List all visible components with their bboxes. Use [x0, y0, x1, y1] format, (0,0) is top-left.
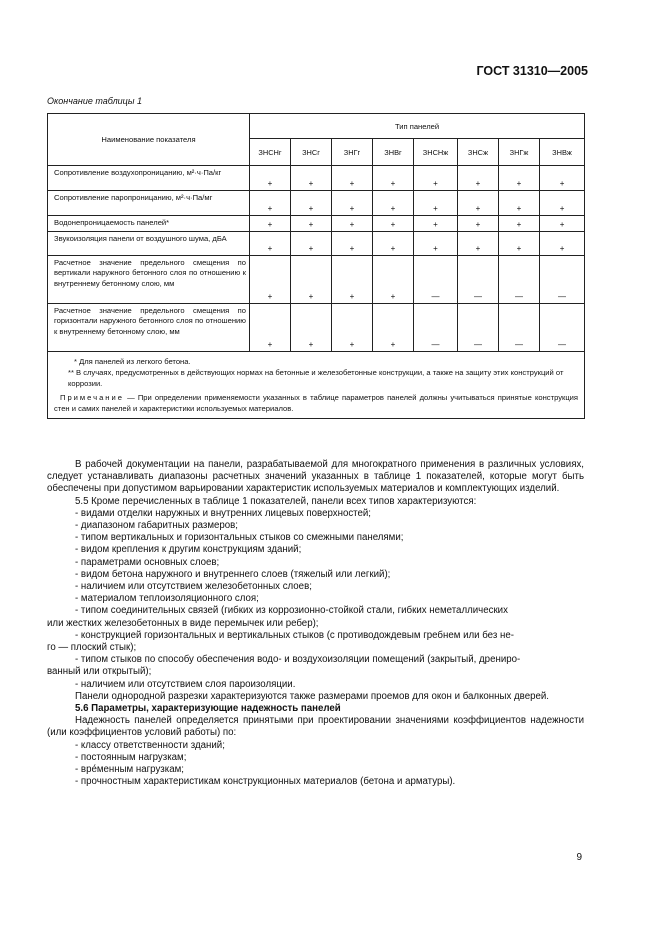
footnote-2: ** В случаях, предусмотренных в действующих нормах на бетонные и железобетонные конструкции, а также на защиту этих конструкций от коррозии. [68, 367, 564, 388]
table-cell: + [250, 303, 291, 351]
table-cell: + [373, 255, 414, 303]
table-cell: + [291, 166, 332, 191]
table-cell: + [414, 216, 458, 232]
table-cell: + [332, 303, 373, 351]
list-item: - видом бетона наружного и внутреннего слоев (тяжелый или легкий); [75, 568, 391, 580]
table-cell: — [540, 255, 585, 303]
table-cell: — [499, 303, 540, 351]
table-cell: + [540, 216, 585, 232]
table-cell: + [291, 231, 332, 255]
table-cell: + [373, 231, 414, 255]
table-cell: + [414, 166, 458, 191]
list-item: - классу ответственности зданий; [75, 739, 225, 751]
table-cell: + [458, 231, 499, 255]
table-notes [48, 351, 585, 418]
paragraph-openings: Панели однородной разрезки характеризуются также размерами проемов для окон и балконных дверей. [75, 690, 549, 702]
table-cell: + [373, 303, 414, 351]
list-item: - видами отделки наружных и внутренних лицевых поверхностей; [75, 507, 371, 519]
table-cell: + [291, 255, 332, 303]
list-item: - материалом теплоизоляционного слоя; [75, 593, 259, 605]
table-remark [54, 392, 578, 414]
parameters-table [47, 113, 585, 419]
table-cell: + [540, 191, 585, 216]
list-item: - типом соединительных связей (гибких из коррозионно-стойкой стали, гибких неметаллических [75, 605, 508, 617]
table-cell: + [373, 216, 414, 232]
table-row [48, 166, 585, 191]
list-item: - постоянным нагрузкам; [75, 751, 187, 763]
page-number: 9 [576, 852, 582, 863]
table-cell: + [499, 166, 540, 191]
paragraph-reliability: Надежность панелей определяется принятыми при проектировании значениями коэффициентов надежности (или коэффициентов условий работы) по: [47, 715, 584, 739]
list-item: - типом стыков по способу обеспечения водо- и воздухоизоляции помещений (закрытый, дрениро- [75, 654, 521, 666]
table-cell: — [414, 303, 458, 351]
list-item: - видом крепления к другим конструкциям зданий; [75, 544, 302, 556]
table-row [48, 231, 585, 255]
row-label: Расчетное значение предельного смещения по вертикали наружного бетонного слоя по отношению к внутреннему бетонному слою, мм [48, 255, 250, 303]
list-item-continuation: или жестких железобетонных в виде перемычек или ребер); [47, 617, 319, 629]
list-item: - диапазоном габаритных размеров; [75, 520, 238, 532]
table-cell: + [414, 231, 458, 255]
table-cell: + [458, 166, 499, 191]
list-item: - прочностным характеристикам конструкционных материалов (бетона и арматуры). [75, 776, 456, 788]
table-row [48, 255, 585, 303]
row-label: Водонепроницаемость панелей* [48, 216, 250, 232]
row-label: Сопротивление воздухопроницанию, м²·ч·Па/кг [48, 166, 250, 191]
table-cell: + [250, 255, 291, 303]
table-cell: + [250, 231, 291, 255]
table-cell: + [250, 216, 291, 232]
paragraph-5-5: 5.5 Кроме перечисленных в таблице 1 показателей, панели всех типов характеризуются: [75, 495, 477, 507]
table-row [48, 191, 585, 216]
column-header: ЗНВг [373, 139, 414, 166]
section-heading-5-6: 5.6 Параметры, характеризующие надежность панелей [75, 703, 341, 715]
list-item: - типом вертикальных и горизонтальных стыков со смежными панелями; [75, 532, 404, 544]
column-header: ЗНВж [540, 139, 585, 166]
table-cell: + [332, 216, 373, 232]
table-cell: + [291, 303, 332, 351]
table-cell: — [540, 303, 585, 351]
table-cell: — [499, 255, 540, 303]
table-cell: + [540, 231, 585, 255]
list-item: - вре́менным нагрузкам; [75, 764, 184, 776]
table-cell: + [499, 216, 540, 232]
list-item: - наличием или отсутствием слоя пароизоляции. [75, 678, 296, 690]
table-row [48, 303, 585, 351]
table-cell: + [499, 231, 540, 255]
table-cell: + [332, 231, 373, 255]
list-item: - наличием или отсутствием железобетонных слоев; [75, 581, 312, 593]
column-header: ЗНСНг [250, 139, 291, 166]
table-cell: + [458, 191, 499, 216]
parameters-table-container [47, 113, 584, 419]
column-header: ЗНСг [291, 139, 332, 166]
table-cell: + [332, 166, 373, 191]
table-cell: — [458, 303, 499, 351]
table-cell: + [499, 191, 540, 216]
list-item-continuation: ванный или открытый); [47, 666, 152, 678]
table-cell: + [291, 191, 332, 216]
table-cell: + [332, 255, 373, 303]
table-cell: — [458, 255, 499, 303]
column-header: ЗНСж [458, 139, 499, 166]
table-cell: + [291, 216, 332, 232]
column-header: ЗНГг [332, 139, 373, 166]
row-label: Расчетное значение предельного смещения по горизонтали наружного бетонного слоя по отношению к внутреннему бетонному слою, мм [48, 303, 250, 351]
paragraph-documentation: В рабочей документации на панели, разрабатываемой для многократного применения в различных условиях, следует устанавливать диапазоны расчетных значений указанных в таблице 1 показателей, которые могут быть обеспечены при допустимом варьировании характеристик используемых материалов и комплектующих изделий. [47, 459, 584, 495]
table-row [48, 216, 585, 232]
table-caption: Окончание таблицы 1 [47, 96, 142, 106]
table-cell: — [414, 255, 458, 303]
table-cell: + [250, 191, 291, 216]
param-column-header: Наименование показателя [48, 114, 250, 166]
column-header: ЗНСНж [414, 139, 458, 166]
list-item: - конструкцией горизонтальных и вертикальных стыков (с противодождевым гребнем или без не- [75, 629, 514, 641]
document-id: ГОСТ 31310—2005 [476, 64, 588, 78]
table-cell: + [458, 216, 499, 232]
list-item: - параметрами основных слоев; [75, 556, 220, 568]
table-cell: + [373, 166, 414, 191]
list-item-continuation: го — плоский стык); [47, 642, 137, 654]
table-cell: + [332, 191, 373, 216]
table-cell: + [540, 166, 585, 191]
footnote-1: * Для панелей из легкого бетона. [74, 356, 191, 366]
table-cell: + [250, 166, 291, 191]
remark-text: — При определении применяемости указанных в таблице параметров панелей должны учитываться принятые конструкция стен и самих панелей и характеристики используемых материалов. [54, 392, 579, 413]
body-text [47, 459, 584, 788]
row-label: Сопротивление паропроницанию, м²·ч·Па/мг [48, 191, 250, 216]
table-cell: + [373, 191, 414, 216]
remark-label: Примечание [60, 392, 124, 402]
table-cell: + [414, 191, 458, 216]
column-header: ЗНГж [499, 139, 540, 166]
row-label: Звукоизоляция панели от воздушного шума, дБА [48, 231, 250, 255]
panel-type-header: Тип панелей [250, 114, 585, 139]
